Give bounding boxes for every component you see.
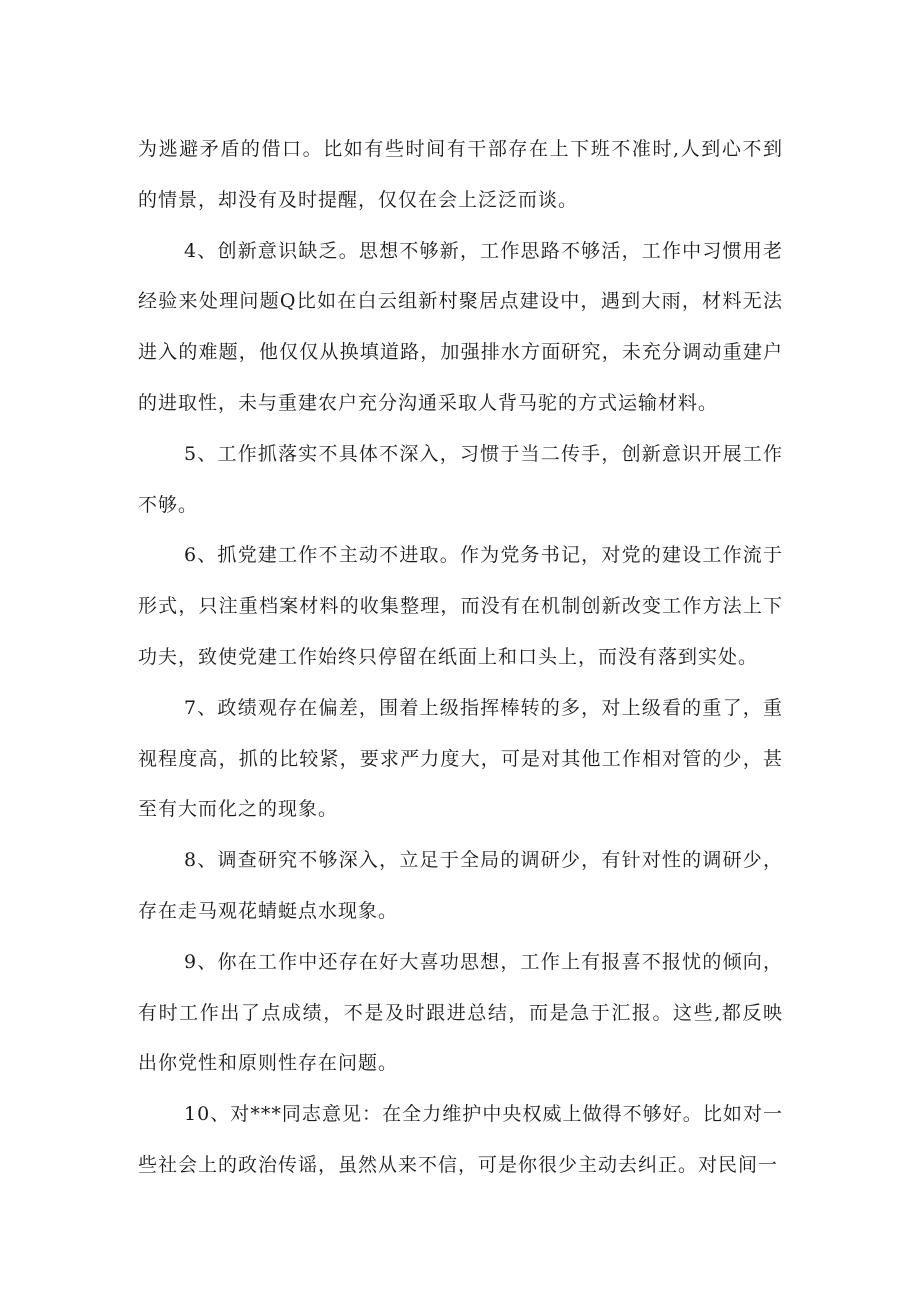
paragraph-item-4: 4、创新意识缺乏。思想不够新，工作思路不够活，工作中习惯用老经验来处理问题Q比如在白云组新村聚居点建设中，遇到大雨，材料无法进入的难题，他仅仅从换填道路，加强排水方面研究，未充分调动重建户的进取性，未与重建农户充分沟通采取人背马驼的方式运输材料。 [138, 239, 783, 414]
paragraph-item-8: 8、调查研究不够深入，立足于全局的调研少，有针对性的调研少，存在走马观花蜻蜓点水现象。 [138, 849, 783, 922]
paragraph-continuation: 为逃避矛盾的借口。比如有些时间有干部存在上下班不准时,人到心不到的情景，却没有及时提醒，仅仅在会上泛泛而谈。 [138, 138, 783, 211]
paragraph-item-10: 10、对***同志意见：在全力维护中央权威上做得不够好。比如对一些社会上的政治传谣，虽然从来不信，可是你很少主动去纠正。对民间一 [138, 1103, 783, 1176]
paragraph-item-6: 6、抓党建工作不主动不进取。作为党务书记，对党的建设工作流于形式，只注重档案材料的收集整理，而没有在机制创新改变工作方法上下功夫，致使党建工作始终只停留在纸面上和口头上，而没有落到实处。 [138, 544, 783, 668]
document-body [138, 124, 783, 1191]
paragraph-item-7: 7、政绩观存在偏差，围着上级指挥棒转的多，对上级看的重了，重视程度高，抓的比较紧，要求严力度大，可是对其他工作相对管的少，甚至有大而化之的现象。 [138, 696, 783, 821]
paragraph-item-9: 9、你在工作中还存在好大喜功思想，工作上有报喜不报忧的倾向，有时工作出了点成绩，不是及时跟进总结，而是急于汇报。这些,都反映出你党性和原则性存在问题。 [138, 950, 783, 1075]
paragraph-item-5: 5、工作抓落实不具体不深入，习惯于当二传手，创新意识开展工作不够。 [138, 442, 783, 516]
